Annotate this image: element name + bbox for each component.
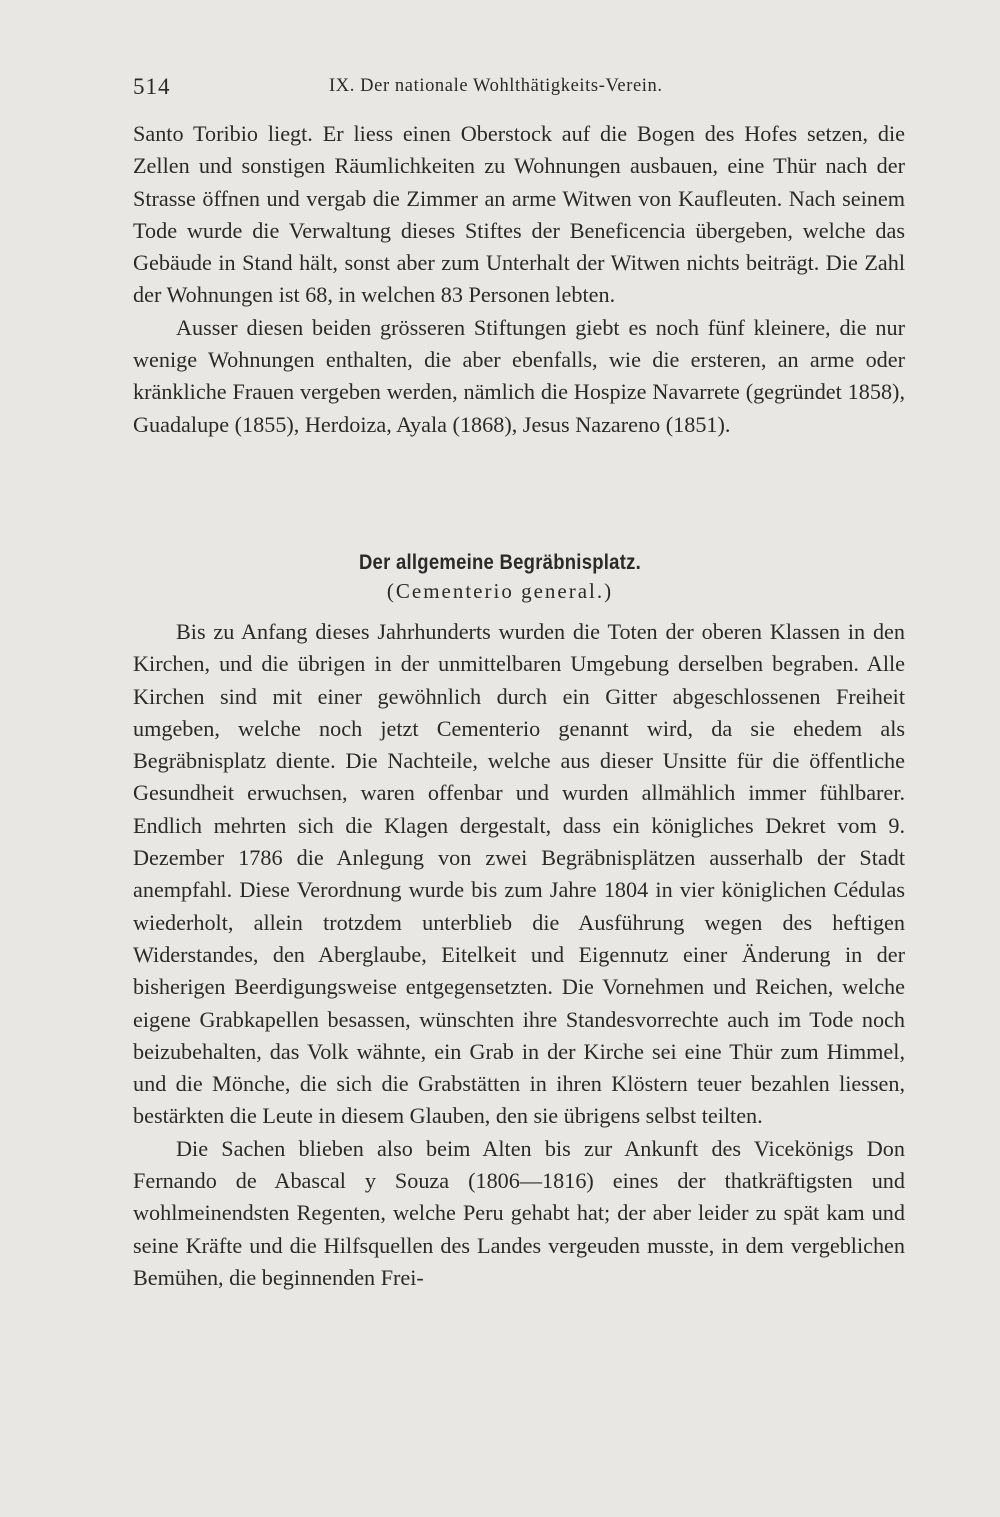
page-header bbox=[133, 74, 905, 104]
page-number: 514 bbox=[133, 74, 171, 99]
text-block-top bbox=[133, 118, 905, 441]
section-title: Der allgemeine Begräbnisplatz. bbox=[358, 550, 642, 574]
text-block-bottom bbox=[133, 616, 905, 1294]
paragraph-1: Santo Toribio liegt. Er liess einen Oberstock auf die Bogen des Hofes setzen, die Zellen und sonstigen Räumlichkeiten zu Wohnungen ausbauen, eine Thür nach der Strasse öffnen und vergab die Zimmer an arme Witwen von Kaufleuten. Nach seinem Tode wurde die Verwaltung dieses Stiftes der Beneficencia übergeben, welche das Gebäude in Stand hält, sonst aber zum Unterhalt der Witwen nichts beiträgt. Die Zahl der Wohnungen ist 68, in welchen 83 Personen lebten. bbox=[133, 121, 905, 308]
section-subtitle: (Cementerio general.) bbox=[386, 579, 614, 603]
running-head: IX. Der nationale Wohlthätigkeits-Verein. bbox=[329, 76, 663, 96]
paragraph-2: Ausser diesen beiden grösseren Stiftungen giebt es noch fünf kleinere, die nur wenige Wohnungen enthalten, die aber ebenfalls, wie die ersteren, an arme oder kränkliche Frauen vergeben werden, nämlich die Hospize Navarrete (gegründet 1858), Guadalupe (1855), Herdoiza, Ayala (1868), Jesus Nazareno (1851). bbox=[133, 314, 905, 437]
paragraph-3: Bis zu Anfang dieses Jahrhunderts wurden die Toten der oberen Klassen in den Kirchen, und die übrigen in der unmittelbaren Umgebung derselben begraben. Alle Kirchen sind mit einer gewöhnlich durch ein Gitter abgeschlossenen Freiheit umgeben, welche noch jetzt Cementerio genannt wird, da sie ehedem als Begräbnisplatz diente. Die Nachteile, welche aus dieser Unsitte für die öffentliche Gesundheit erwuchsen, waren offenbar und wurden allmählich immer fühlbarer. Endlich mehrten sich die Klagen dergestalt, dass ein königliches Dekret vom 9. Dezember 1786 die Anlegung von zwei Begräbnisplätzen ausserhalb der Stadt anempfahl. Diese Verordnung wurde bis zum Jahre 1804 in vier königlichen Cédulas wiederholt, allein trotzdem unterblieb die Ausführung wegen des heftigen Widerstandes, den Aberglaube, Eitelkeit und Eigennutz einer Änderung in der bisherigen Beerdigungsweise entgegensetzten. Die Vornehmen und Reichen, welche eigene Grabkapellen besassen, wünschten ihre Standesvorrechte auch im Tode noch beizubehalten, das Volk wähnte, ein Grab in der Kirche sei eine Thür zum Himmel, und die Mönche, die sich die Grabstätten in ihren Klöstern teuer bezahlen liessen, bestärkten die Leute in diesem Glauben, den sie übrigens selbst teilten. bbox=[133, 619, 905, 1129]
paragraph-4: Die Sachen blieben also beim Alten bis zur Ankunft des Vicekönigs Don Fernando de Abascal y Souza (1806—1816) eines der thatkräftigsten und wohlmeinendsten Regenten, welche Peru gehabt hat; der aber leider zu spät kam und seine Kräfte und die Hilfsquellen des Landes vergeuden musste, in dem vergeblichen Bemühen, die beginnenden Frei- bbox=[133, 1135, 905, 1290]
